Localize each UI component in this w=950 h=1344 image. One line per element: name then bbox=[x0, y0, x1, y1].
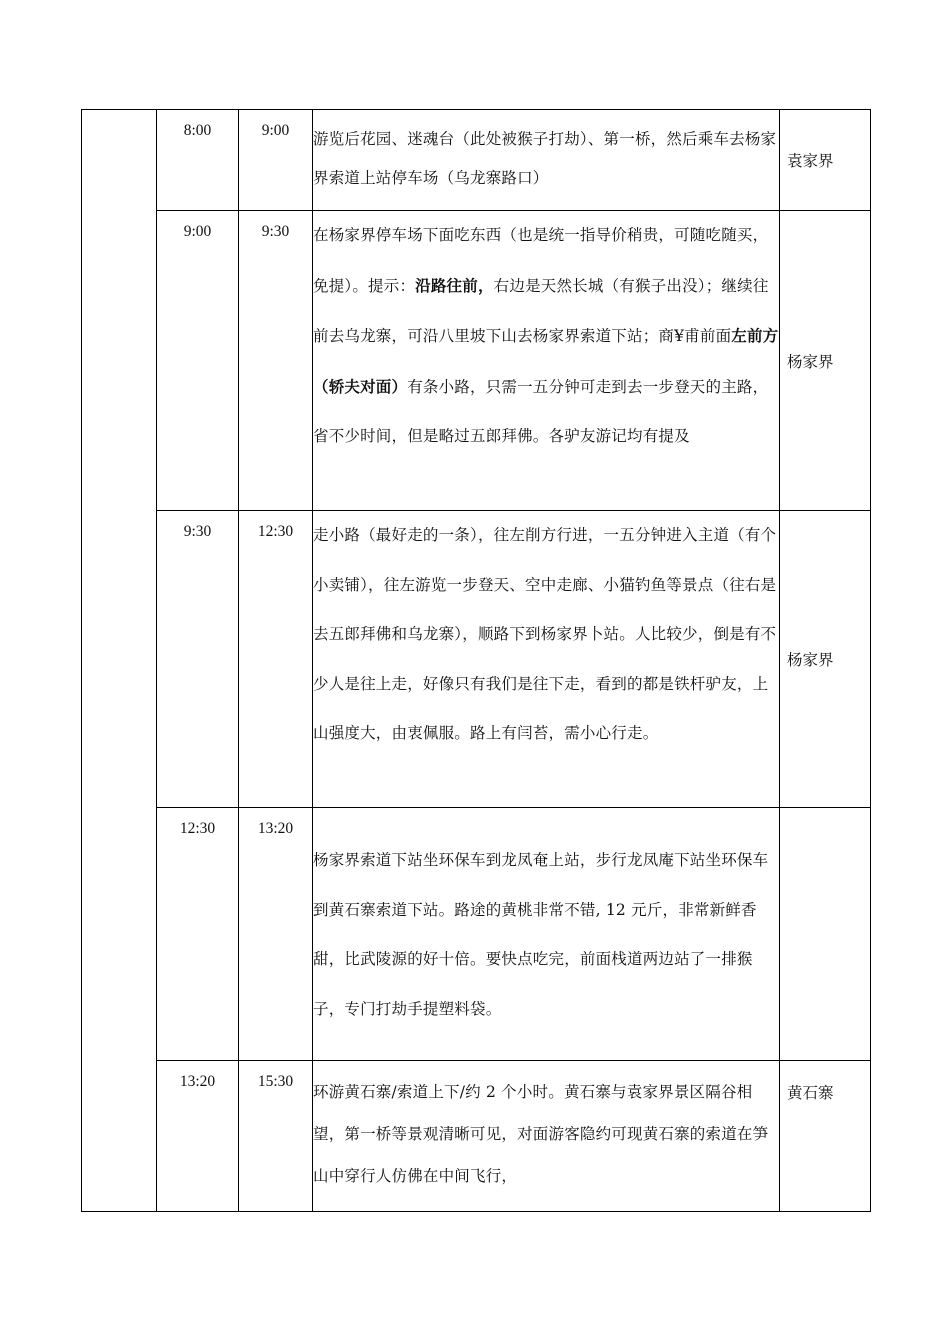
location-cell: 杨家界 bbox=[780, 211, 871, 511]
start-time: 12:30 bbox=[157, 808, 239, 1061]
description-text: 杨家界索道下站坐环保车到龙凤奄上站，步行龙凤庵下站坐环保车到黄石寨索道下站。路途的黄桃非常不错, 12 元斤，非常新鲜香甜，比武陵源的好十倍。要快点吃完，前面栈道两边站了一排猴子，专门打劫手提塑料袋。 bbox=[313, 851, 769, 1018]
description-text: 有条小路，只需一五分钟可走到去一步登天的主路，省不少时间，但是略过五郎拜佛。各驴友游记均有提及 bbox=[313, 377, 769, 446]
location-text: 黄石寨 bbox=[787, 1084, 834, 1102]
end-time: 15:30 bbox=[239, 1061, 313, 1212]
description-text: 环游黄石寨/索道上下/约 2 个小时。黄石寨与袁家界景区隔谷相望，第一桥等景观清晰可见，对面游客隐约可现黄石寨的索道在笋山中穿行人仿佛在中间飞行， bbox=[313, 1083, 769, 1185]
start-time: 8:00 bbox=[157, 110, 239, 211]
day-cell bbox=[82, 110, 157, 1212]
description-cell bbox=[313, 110, 780, 211]
start-time: 9:00 bbox=[157, 211, 239, 511]
itinerary-table bbox=[81, 109, 871, 1212]
description-bold-text: 沿路往前， bbox=[415, 275, 494, 295]
description-cell bbox=[313, 808, 780, 1061]
description-cell bbox=[313, 211, 780, 511]
end-time: 9:30 bbox=[239, 211, 313, 511]
table-row bbox=[82, 511, 871, 808]
start-time: 13:20 bbox=[157, 1061, 239, 1212]
start-time: 9:30 bbox=[157, 511, 239, 808]
description-text: 在杨家界停车场下面吃东西（也是统一指导价稍贵，可随吃随买，免提）。提示： bbox=[313, 226, 769, 295]
end-time: 13:20 bbox=[239, 808, 313, 1061]
table-row bbox=[82, 808, 871, 1061]
table-row bbox=[82, 211, 871, 511]
end-time: 9:00 bbox=[239, 110, 313, 211]
description-cell bbox=[313, 1061, 780, 1212]
table-row bbox=[82, 110, 871, 211]
table-row bbox=[82, 1061, 871, 1212]
description-text: 游览后花园、迷魂台（此处被猴子打劫）、第一桥，然后乘车去杨家界索道上站停车场（乌龙寨路口） bbox=[313, 130, 777, 187]
description-text: 走小路（最好走的一条），往左削方行进，一五分钟进入主道（有个小卖铺），往左游览一步登天、空中走廊、小猫钓鱼等景点（往右是去五郎拜佛和乌龙寨），顺路下到杨家界卜站。人比较少，倒是有不少人是往上走，好像只有我们是往下走，看到的都是铁杆驴友，上山强度大，由衷佩服。路上有闫苔，需小心行走。 bbox=[313, 526, 777, 743]
description-cell bbox=[313, 511, 780, 808]
location-cell bbox=[780, 1061, 871, 1212]
location-cell: 杨家界 bbox=[780, 511, 871, 808]
description-text: 右边是天然长城（有猴子出没）；继续往前去乌龙寨，可沿八里坡下山去杨家界索道下站；商¥甫前面 bbox=[313, 276, 769, 346]
location-cell bbox=[780, 808, 871, 1061]
description-bold-text: 左前方（轿夫对面） bbox=[313, 326, 779, 396]
end-time: 12:30 bbox=[239, 511, 313, 808]
location-cell: 袁家界 bbox=[780, 110, 871, 211]
